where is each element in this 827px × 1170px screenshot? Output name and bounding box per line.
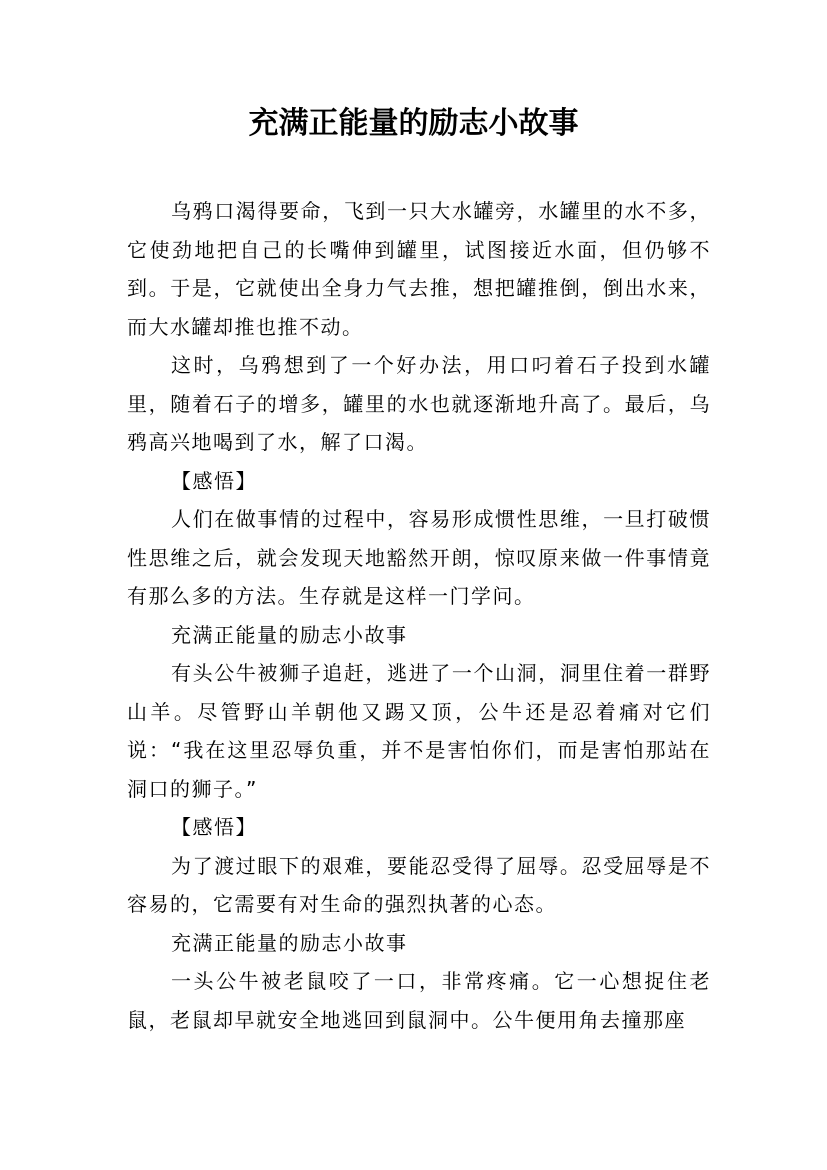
paragraph-crow-solution: 这时，乌鸦想到了一个好办法，用口叼着石子投到水罐里，随着石子的增多，罐里的水也就逐渐地升高了。最后，乌鸦高兴地喝到了水，解了口渴。 bbox=[127, 353, 711, 454]
paragraph-crow-intro: 乌鸦口渴得要命，飞到一只大水罐旁，水罐里的水不多，它使劲地把自己的长嘴伸到罐里，试图接近水面，但仍够不到。于是，它就使出全身力气去推，想把罐推倒，倒出水来，而大水罐却推也推不动。 bbox=[127, 199, 711, 339]
section-heading-insight: 【感悟】 bbox=[171, 815, 257, 839]
document-body bbox=[127, 192, 711, 1039]
paragraph-insight-endurance: 为了渡过眼下的艰难，要能忍受得了屈辱。忍受屈辱是不容易的，它需要有对生命的强烈执著的心态。 bbox=[127, 853, 711, 916]
document-title: 充满正能量的励志小故事 bbox=[248, 106, 579, 141]
paragraph-bull-lion: 有头公牛被狮子追赶，逃进了一个山洞，洞里住着一群野山羊。尽管野山羊朝他又踢又顶，公牛还是忍着痛对它们说：“我在这里忍辱负重，并不是害怕你们，而是害怕那站在洞口的狮子。” bbox=[127, 661, 711, 801]
paragraph-bull-mouse: 一头公牛被老鼠咬了一口，非常疼痛。它一心想捉住老鼠，老鼠却早就安全地逃回到鼠洞中。公牛便用角去撞那座 bbox=[127, 969, 711, 1032]
section-heading-insight: 【感悟】 bbox=[171, 468, 257, 493]
paragraph-insight-habit: 人们在做事情的过程中，容易形成惯性思维，一旦打破惯性思维之后，就会发现天地豁然开朗，惊叹原来做一件事情竟有那么多的方法。生存就是这样一门学问。 bbox=[127, 507, 711, 608]
section-heading-story: 充满正能量的励志小故事 bbox=[171, 622, 408, 647]
section-heading-story: 充满正能量的励志小故事 bbox=[171, 930, 408, 955]
